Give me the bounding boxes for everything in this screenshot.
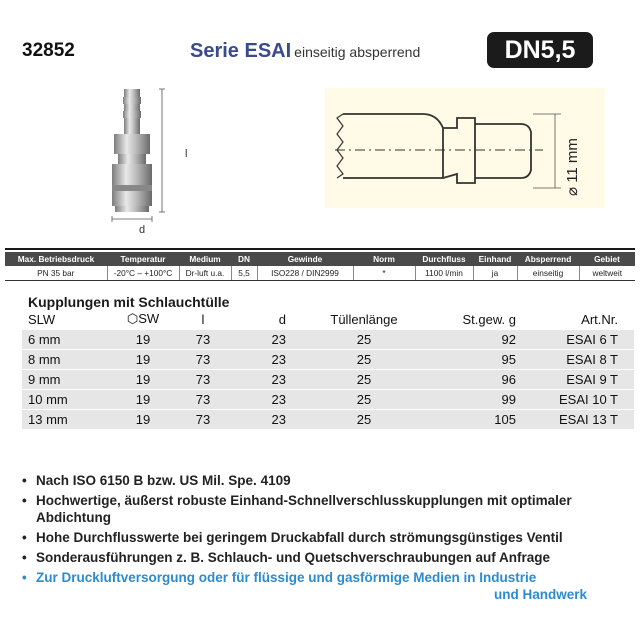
table-cell: 25 — [302, 350, 422, 370]
table-cell: 13 mm — [22, 410, 112, 430]
plug-drawing — [325, 88, 605, 208]
spec-value-cell: 5,5 — [231, 266, 257, 281]
table-row — [22, 370, 634, 390]
table-cell: 73 — [170, 410, 232, 430]
couplings-header-cell: l — [201, 311, 205, 327]
table-cell: 10 mm — [22, 390, 112, 410]
series-subtitle: einseitig absperrend — [294, 44, 421, 60]
part-number: 32852 — [22, 40, 75, 61]
spec-value-cell: weltweit — [579, 266, 635, 281]
feature-item: • Sonderausführungen z. B. Schlauch- und Quetschverschraubungen auf Anfrage — [22, 549, 622, 566]
diameter-letter-label: d — [139, 224, 146, 235]
series-name: Serie ESAI — [190, 40, 292, 62]
feature-item: • Nach ISO 6150 B bzw. US Mil. Spe. 4109 — [22, 472, 622, 489]
feature-item-highlight — [22, 569, 622, 603]
table-cell: 23 — [232, 390, 302, 410]
table-cell: ESAI 6 T — [532, 330, 634, 350]
table-cell: 95 — [422, 350, 532, 370]
spec-header-cell: Absperrend — [517, 252, 579, 266]
couplings-header-cell: SLW — [28, 311, 56, 327]
table-row — [22, 410, 634, 430]
spec-divider — [5, 248, 635, 250]
series-title — [190, 40, 420, 63]
couplings-header-cell: St.gew. g — [462, 311, 516, 327]
spec-header-row — [5, 252, 635, 266]
couplings-header-label: SW — [138, 311, 160, 326]
table-cell: 19 — [112, 410, 170, 430]
table-cell: 23 — [232, 330, 302, 350]
diameter-label: ⌀ 11 mm — [564, 138, 581, 196]
spec-header-cell: Max. Betriebsdruck — [5, 252, 107, 266]
spec-value-cell: -20°C – +100°C — [107, 266, 179, 281]
table-cell: 6 mm — [22, 330, 112, 350]
spec-value-cell: 1100 l/min — [415, 266, 473, 281]
highlight-line-1: Zur Druckluftversorgung oder für flüssige und gasförmige Medien in Industrie — [36, 570, 537, 585]
table-cell: 25 — [302, 390, 422, 410]
dn-badge: DN5,5 — [487, 32, 593, 68]
spec-header-cell: Gewinde — [257, 252, 353, 266]
table-cell: 23 — [232, 410, 302, 430]
spec-header-cell: Durchfluss — [415, 252, 473, 266]
table-cell: ESAI 9 T — [532, 370, 634, 390]
table-cell: 73 — [170, 370, 232, 390]
table-cell: 19 — [112, 330, 170, 350]
table-cell: 25 — [302, 330, 422, 350]
spec-value-cell: ISO228 / DIN2999 — [257, 266, 353, 281]
spec-value-cell: ja — [473, 266, 517, 281]
couplings-header-row — [22, 309, 634, 330]
couplings-header-cell — [112, 309, 170, 330]
table-row — [22, 390, 634, 410]
spec-header-cell: Norm — [353, 252, 415, 266]
table-cell: ESAI 13 T — [532, 410, 634, 430]
feature-list — [22, 472, 622, 606]
hexagon-icon: ⬡ — [126, 311, 139, 326]
spec-value-row — [5, 266, 635, 281]
table-cell: 9 mm — [22, 370, 112, 390]
table-row — [22, 330, 634, 350]
couplings-table — [22, 309, 634, 429]
table-cell: 73 — [170, 330, 232, 350]
spec-value-cell: einseitig — [517, 266, 579, 281]
table-cell: 25 — [302, 370, 422, 390]
table-cell: 19 — [112, 370, 170, 390]
couplings-header-cell: Art.Nr. — [581, 311, 618, 327]
table-cell: 73 — [170, 390, 232, 410]
table-cell: 99 — [422, 390, 532, 410]
table-cell: 92 — [422, 330, 532, 350]
length-label: l — [185, 148, 188, 160]
table-cell: 23 — [232, 370, 302, 390]
spec-value-cell: PN 35 bar — [5, 266, 107, 281]
spec-header-cell: Einhand — [473, 252, 517, 266]
spec-header-cell: Medium — [179, 252, 231, 266]
table-cell: 73 — [170, 350, 232, 370]
spec-value-cell: * — [353, 266, 415, 281]
coupling-photo — [100, 85, 210, 235]
couplings-header-cell: Tüllenlänge — [330, 311, 398, 327]
spec-header-cell: DN — [231, 252, 257, 266]
couplings-header-cell: d — [278, 311, 286, 327]
table-row — [22, 350, 634, 370]
couplings-title: Kupplungen mit Schlauchtülle — [28, 294, 230, 310]
spec-table — [5, 252, 635, 281]
table-cell: 105 — [422, 410, 532, 430]
table-cell: 23 — [232, 350, 302, 370]
table-cell: 25 — [302, 410, 422, 430]
spec-header-cell: Temperatur — [107, 252, 179, 266]
table-cell: 19 — [112, 390, 170, 410]
feature-item: • Hohe Durchflusswerte bei geringem Druckabfall durch strömungsgünstiges Ventil — [22, 529, 622, 546]
feature-item: • Hochwertige, äußerst robuste Einhand-Schnellverschlusskupplungen mit optimaler Abdichtung — [22, 492, 622, 526]
highlight-line-2: und Handwerk — [493, 587, 587, 602]
spec-header-cell: Gebiet — [579, 252, 635, 266]
table-cell: 8 mm — [22, 350, 112, 370]
table-cell: ESAI 8 T — [532, 350, 634, 370]
spec-value-cell: Dr-luft u.a. — [179, 266, 231, 281]
table-cell: 96 — [422, 370, 532, 390]
table-cell: ESAI 10 T — [532, 390, 634, 410]
table-cell: 19 — [112, 350, 170, 370]
